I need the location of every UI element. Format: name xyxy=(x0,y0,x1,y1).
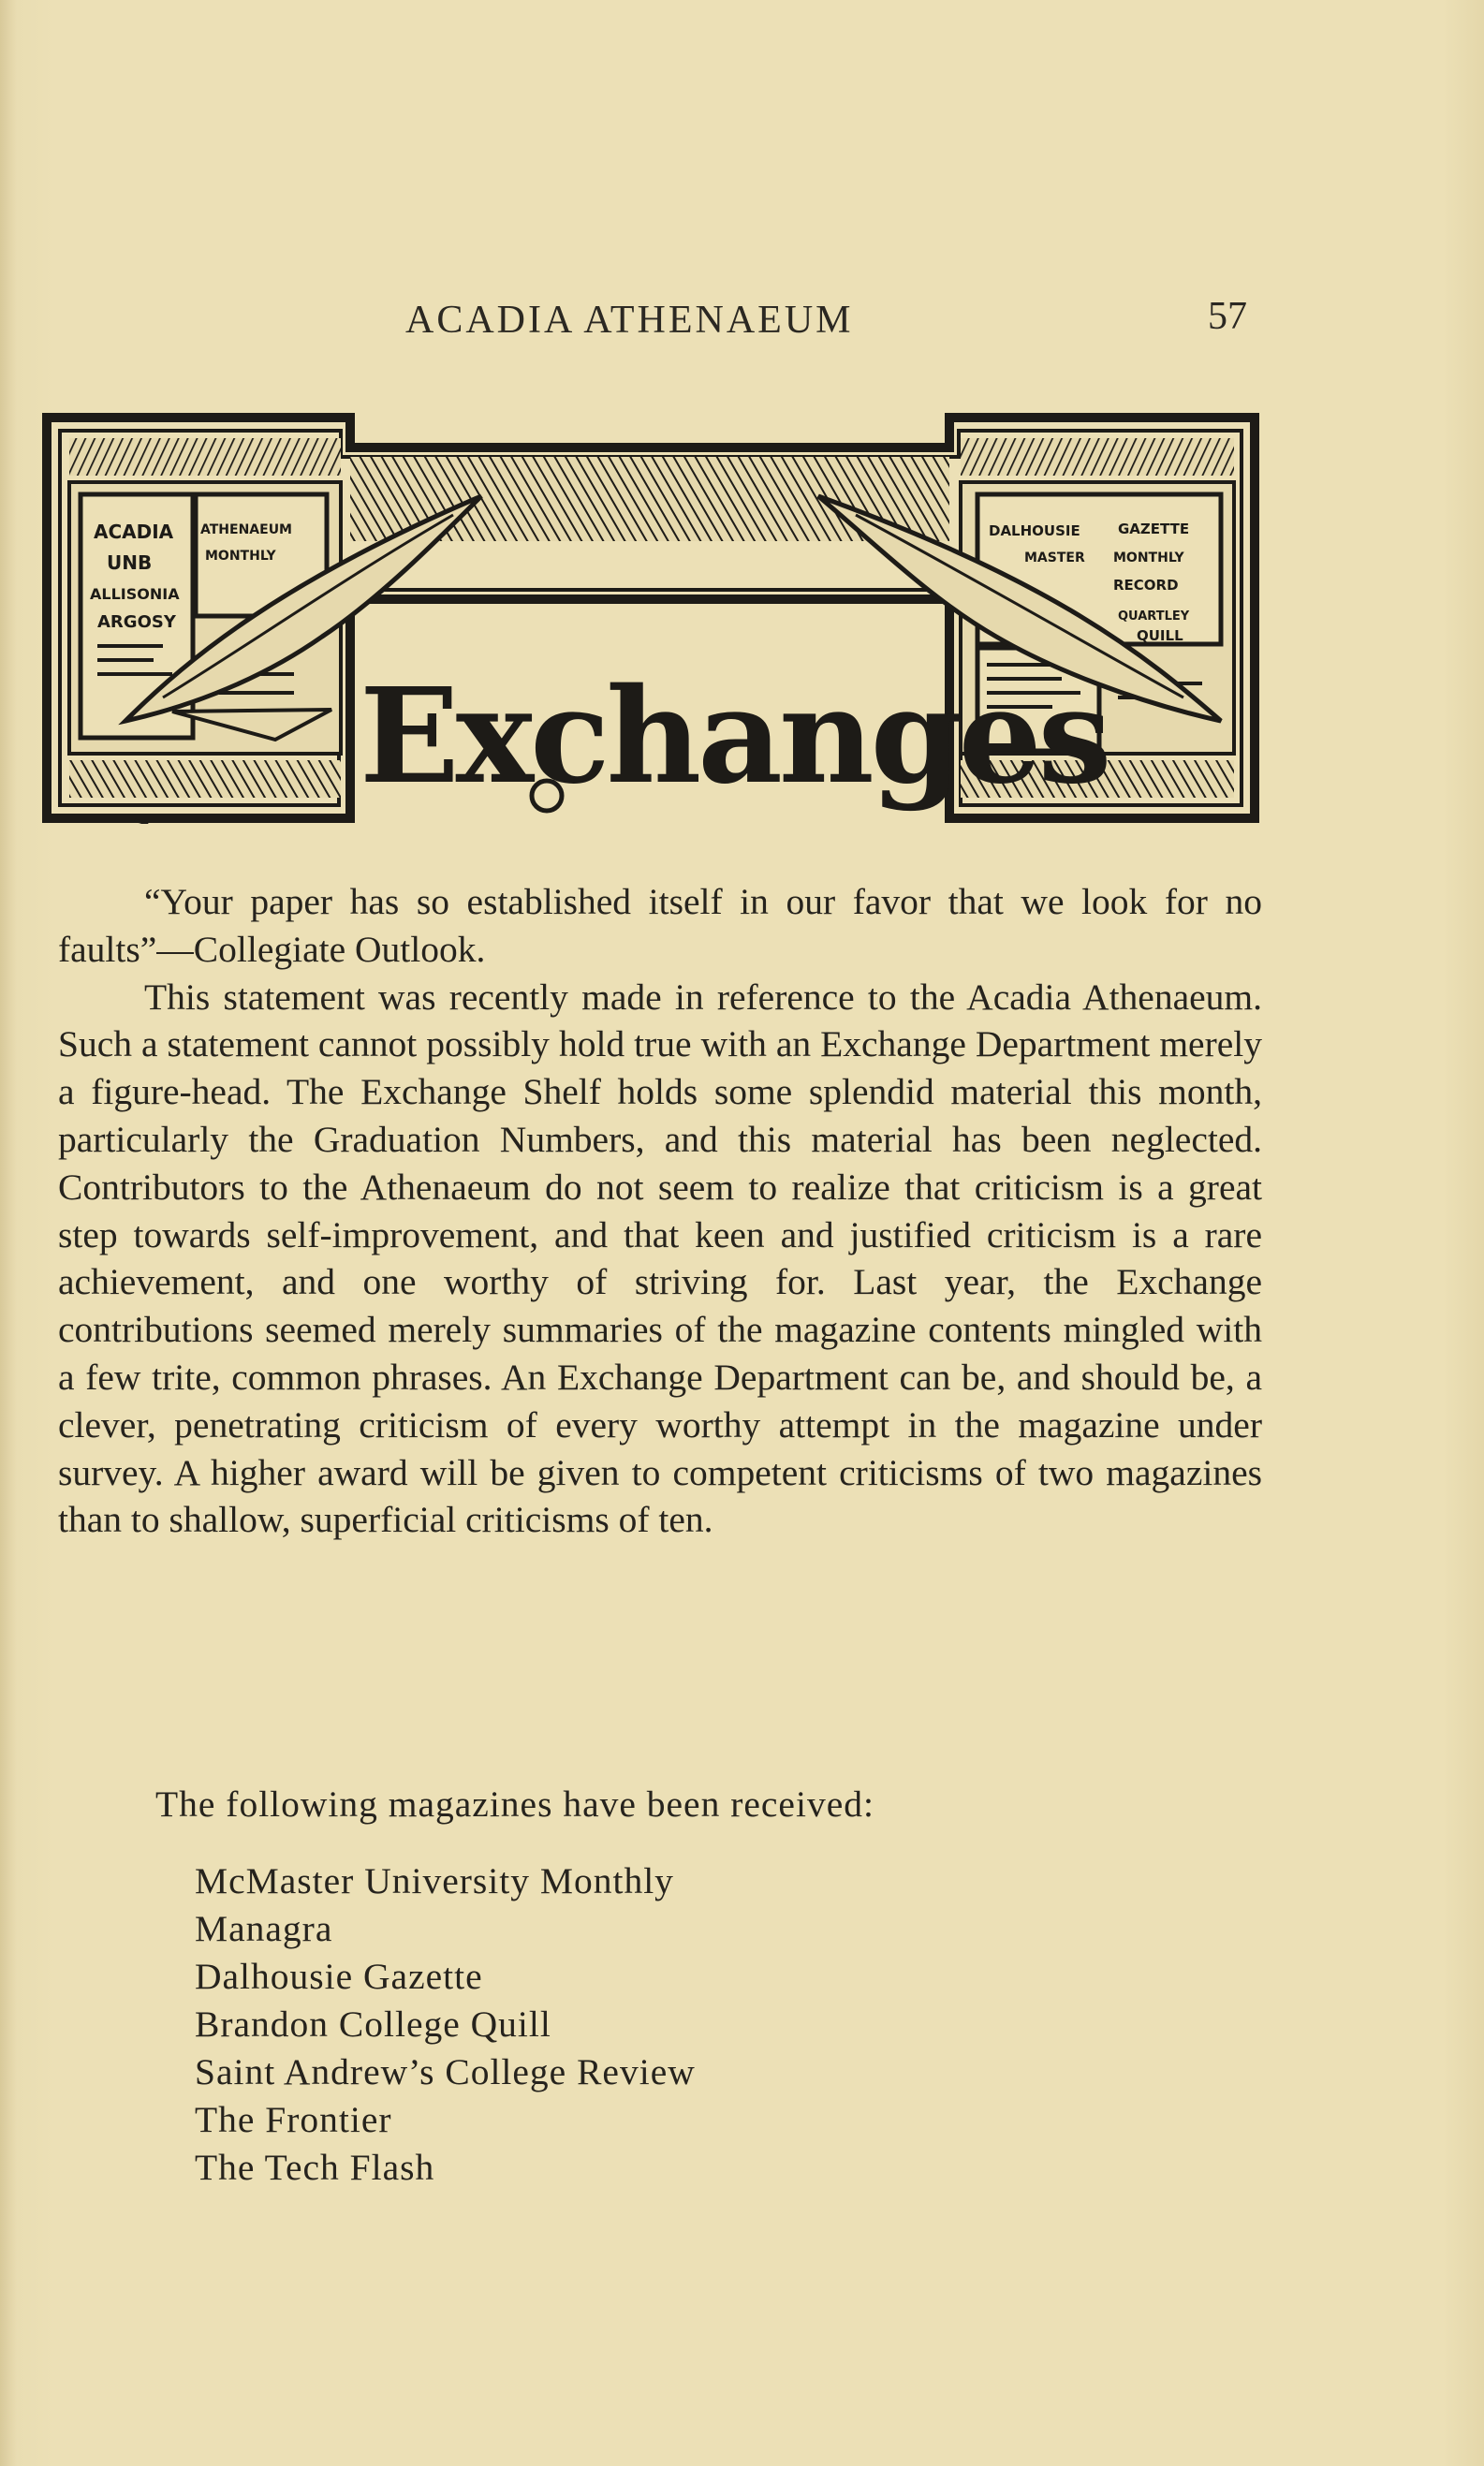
book-label-monthly: MONTHLY xyxy=(205,549,276,564)
list-item: The Frontier xyxy=(195,2099,392,2140)
list-item: Managra xyxy=(195,1908,333,1949)
book-label-athenaeum: ATHENAEUM xyxy=(200,522,292,537)
book-label-argosy: ARGOSY xyxy=(97,612,176,632)
main-paragraph: This statement was recently made in reference to the Acadia Athenaeum. Such a statement cannot possibly hold true with an Exchange Department merely a figure-head. The Exchange Shelf holds some splendid material this month, particularly the Graduation Numbers, and this material has been neglected. Contributors to the Athenaeum do not seem to realize that criticism is a great step towards self-improvement, and that keen and justified criticism is a rare achievement, and one worthy of striving for. Last year, the Exchange contributions seemed merely summaries of the magazine contents mingled with a few trite, common phrases. An Exchange Department can be, and should be, a clever, penetrating criticism of every worthy attempt in the magazine under survey. A higher award will be given to competent criticisms of two magazines than to shallow, superficial criticisms of ten. xyxy=(58,976,1262,1541)
received-intro: The following magazines have been received: xyxy=(155,1783,874,1825)
magazine-list xyxy=(195,1857,696,2192)
book-label-unb: UNB xyxy=(107,551,153,574)
banner-illustration xyxy=(41,412,1260,824)
book-label-allisonia: ALLISONIA xyxy=(90,585,180,603)
list-item: Saint Andrew’s College Review xyxy=(195,2051,696,2092)
list-item: Dalhousie Gazette xyxy=(195,1956,483,1997)
running-title: ACADIA ATHENAEUM xyxy=(405,299,854,342)
page-number: 57 xyxy=(1208,295,1247,338)
book-label-monthly-right: MONTHLY xyxy=(1113,550,1184,565)
running-head xyxy=(0,295,1484,345)
book-label-quill: QUILL xyxy=(1137,627,1183,644)
article-body xyxy=(58,878,1262,1544)
book-label-quartley: QUARTLEY xyxy=(1118,609,1190,624)
book-label-gazette: GAZETTE xyxy=(1118,521,1190,537)
list-item: The Tech Flash xyxy=(195,2147,435,2188)
book-label-master: MASTER xyxy=(1024,550,1085,565)
opening-quote-paragraph: “Your paper has so established itself in our favor that we look for no faults”—Collegiate Outlook. xyxy=(58,881,1262,970)
banner-title: Exchanges xyxy=(360,660,1109,814)
book-label-dalhousie: DALHOUSIE xyxy=(989,522,1080,539)
list-item: McMaster University Monthly xyxy=(195,1860,674,1901)
list-item: Brandon College Quill xyxy=(195,2004,551,2045)
exchanges-banner xyxy=(41,412,1260,824)
book-label-acadia: ACADIA xyxy=(94,521,174,543)
book-label-record: RECORD xyxy=(1113,577,1179,594)
